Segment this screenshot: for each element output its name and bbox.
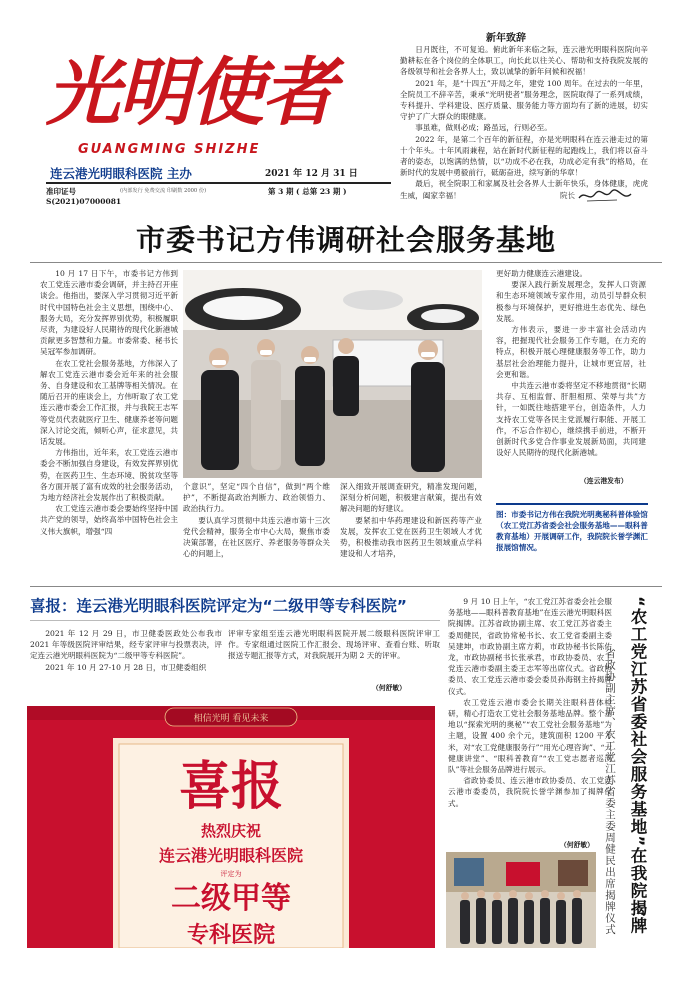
unveiling-ceremony-photo: [446, 852, 596, 948]
permit-note: (内部发行 免费交流 印刷数 2000 份): [120, 188, 207, 194]
article2-column-2: [228, 628, 440, 680]
lead-paragraph: 农工党连云港市委会要始终坚持中国共产党的领导，始终高举中国特色社会主义伟大旗帜，增强“四: [40, 504, 178, 536]
article3-credit: （何舒敏）: [560, 841, 594, 849]
headline-divider: [30, 262, 662, 263]
article2-divider: [30, 620, 440, 621]
lead-paragraph: 更好助力健康连云港建设。: [496, 269, 588, 278]
article2-column-1: [30, 628, 222, 692]
lead-paragraph: 深入细致开展调查研究，精准发现问题，深刻分析问题，积极建言献策，提出有效解决问题的好建议。: [340, 482, 482, 514]
section-divider: [30, 586, 662, 587]
poster-hospital: 连云港光明眼科医院: [158, 846, 304, 865]
lead-article-column-2: [183, 481, 330, 566]
article2-credit: （何舒敏）: [372, 684, 406, 692]
article3-vertical-headline: “农工党江苏省委社会服务基地”在我院揭牌: [628, 596, 647, 935]
handwritten-signature: [577, 188, 633, 204]
masthead-logo: [46, 48, 346, 130]
lead-article-column-1: [40, 268, 178, 566]
new-year-paragraph: 2021 年，是“十四五”开局之年，建党 100 周年。在过去的一年里，全院员工不辞辛苦，秉承“光明使者”服务理念，医院取得了一系列成绩，专科提升、学科建设、医疗质量、服务能力等方面均有了新的进展，切实守护了广大群众的眼健康。: [400, 78, 648, 122]
article3-paragraph: 农工党连云港市委会长期关注眼科普体检研，精心打造农工党社会服务基地品牌。整个基地以“探索光明的奥秘”“农工党社会服务基地”为主题，设置 400 余个元，建筑面积 1200 平方米，对“农工党健康服务行”“用光心理咨询”、“大健康讲堂”、“眼科普教育”“农工党志愿者巡河队”等社会服务品牌进行展示。: [448, 697, 612, 775]
issue-number: 第 3 期 ( 总第 23 期 ): [268, 187, 347, 196]
photo-caption: 图：市委书记方伟在我院光明奥秘科普体验馆（农工党江苏省委会社会服务基地——眼科普教育基地）开展调研工作，我院院长誉学渊汇报展馆情况。: [496, 503, 648, 561]
masthead-divider: [46, 182, 391, 184]
lead-credit: （连云港发布）: [580, 477, 628, 485]
article2-paragraph: 评审专家组至连云港光明眼科医院开展二级眼科医院评审工作。专家组通过医院工作汇报会、现场评审、查看台账、听取报送专题汇报等方式，对我院展开为期 2 天的评审。: [228, 629, 440, 661]
article3-paragraph: 9 月 10 日上午，“农工党江苏省委会社会服务基地——眼科普教育基地”在连云港光明眼科医院揭牌。江苏省政协副主席、农工党江苏省委主委周健民，省政协常秘书长、农工党省委副主委吴建坤，市政协副主席方莉，市政协秘书长陈佑龙，市政协副秘书长张承君，市政协委员、农工党连云港市委副主委王志军等出席仪式。省政协委员、农工党连云港市委会委员孙海钢主持揭牌仪式。: [448, 597, 612, 696]
article3-paragraph: 省政协委员、连云港市政协委员、农工党连云港市委委员，我院院长誉学渊参加了揭牌仪式。: [448, 776, 612, 808]
new-year-title: 新年致辞: [486, 33, 526, 44]
article2-paragraph: 2021 年 10 月 27-10 月 28 日，市卫健委组织: [45, 662, 207, 672]
poster-graphic: [27, 706, 435, 948]
new-year-paragraph: 2022 年，是第二个百年的新征程，亦是光明眼科在连云港走过的第十个年头。十年风雨兼程，站在新时代新征程的起跑线上，我们将以奋斗者的姿态，以饱满的热情，以“功成不必在我，功成必定有我”的格局，在新时代的发展中勇毅前行，砥砺奋进，续写新的华章！: [400, 134, 648, 178]
poster-rated: 评定为: [220, 870, 242, 878]
new-year-paragraph: 事虽难，做则必成；路虽远，行则必至。: [415, 123, 552, 133]
lead-paragraph: 方伟指出，近年来，农工党连云港市委会不断加强自身建设，有效发挥界别优势，在医药卫生、生态环境、脱贫攻坚等各方面开展了富有成效的社会服务活动，为地方经济社会发展作出了积极贡献。: [40, 448, 178, 503]
new-year-signature-block: [560, 188, 660, 204]
lead-paragraph: 在农工党社会服务基地，方伟深入了解农工党连云港市委会近年来的社会服务、自身建设和农工基牌等相关情况。在随后召开的座谈会上，方伟听取了农工党连云港市委会工作汇报，并与我院王志军等党员代表就医疗卫生、健康养老等问题深入讨论交流，倾听心声，征求意见，共话发展。: [40, 358, 178, 447]
article3-vertical-subheadline: 省政协副主席、农工党江苏省委主委周健民出席揭牌仪式: [604, 648, 616, 936]
article3-body: [448, 596, 612, 816]
print-permit: 准印证号 S(2021)07000081: [46, 187, 122, 206]
poster-type: 专科医院: [186, 923, 276, 948]
lead-paragraph: 要深入践行新发展理念，发挥人口资源和生态环境领域专家作用，动员引导群众积极参与环境保护，更好推进生态优先、绿色发展。: [496, 280, 646, 323]
exhibition-hall-photo: [183, 270, 482, 478]
lead-article-column-3: [340, 481, 482, 566]
poster-level: 二级甲等: [171, 881, 291, 916]
lead-paragraph: 中共连云港市委将坚定不移地贯彻“长期共存、互相监督、肝胆相照、荣辱与共”方针，一如既往地搭建平台，创造条件，人力支持农工党等各民主党派履行职能、开展工作，不忘合作初心，继续携手前进，不断开创新时代多党合作事业发展新局面，共同建设好人民期待的现代化新港城。: [496, 381, 646, 458]
lead-photo: [183, 270, 482, 478]
poster-celebrate: 热烈庆祝: [200, 822, 262, 840]
issue-date: 2021 年 12 月 31 日: [265, 169, 358, 179]
new-year-paragraph: 日月既往，不可复追。俯此新年来临之际，连云港光明眼科医院向辛勤耕耘在各个岗位的全体职工，向长此以往关心、帮助和支持我院发展的各级领导和社会各界人士，致以诚挚的新年问候和祝福！: [400, 45, 648, 77]
poster-tagline: 相信光明 看见未来: [193, 714, 269, 724]
new-year-paragraph: 最后，祝全院职工和家属及社会各界人士新年快乐，身体健康，虎虎生威，阖家幸福！: [400, 179, 648, 200]
new-year-body: [400, 44, 648, 201]
lead-paragraph: 要紧扣中华药理建设和新医药等产业发展，发挥农工党在医药卫生领域人才优势，积极推动我市医药卫生领域重点学科建设和人才培养，: [340, 515, 482, 559]
article2-headline: 喜报：连云港光明眼科医院评定为“二级甲等专科医院”: [30, 597, 407, 615]
ceremony-photo-graphic: [446, 852, 596, 948]
poster-xibao: 喜报: [178, 757, 284, 817]
masthead-pinyin: GUANGMING SHIZHE: [78, 142, 261, 157]
lead-headline: 市委书记方伟调研社会服务基地: [135, 223, 556, 257]
lead-paragraph: 要认真学习贯彻中共连云港市第十三次党代会精神，服务全市中心大局，聚焦市委决策部署，在社区医疗、养老服务等群众关心的问题上，: [183, 515, 330, 559]
lead-paragraph: 个意识”，坚定“四个自信”，做到“两个维护”，不断提高政治判断力、政治领悟力、政治执行力。: [183, 482, 330, 514]
lead-article-column-4: [496, 268, 646, 472]
masthead-logo-text: 光明使者: [46, 50, 334, 130]
article2-paragraph: 2021 年 12 月 29 日，市卫健委医政处公布我市 2021 年等级医院评审结果，经专家评审与投票表决，评定连云港光明眼科医院为“二级甲等专科医院”。: [30, 629, 222, 661]
announcement-poster: [27, 706, 435, 948]
lead-paragraph: 方伟表示，要进一步丰富社会活动内容，把握现代社会服务工作专题，在力充的特点，积极开展心理健康服务等工作，助力基层社会治理能力提升，让城市更宜居，社会更和谐。: [496, 325, 646, 379]
new-year-sign-label: 院长: [560, 191, 575, 200]
lead-paragraph: 10 月 17 日下午，市委书记方伟到农工党连云港市委会调研，并主持召开座谈会。他指出，要深入学习贯彻习近平新时代中国特色社会主义思想，围绕中心、服务大局，充分发挥界别优势，积极履职尽责，为建设好人民期待的现代化新港城贡献更多智慧和力量。市委常委、秘书长吴冠军参加调研。: [40, 269, 178, 357]
publisher: 连云港光明眼科医院 主办: [50, 166, 192, 181]
